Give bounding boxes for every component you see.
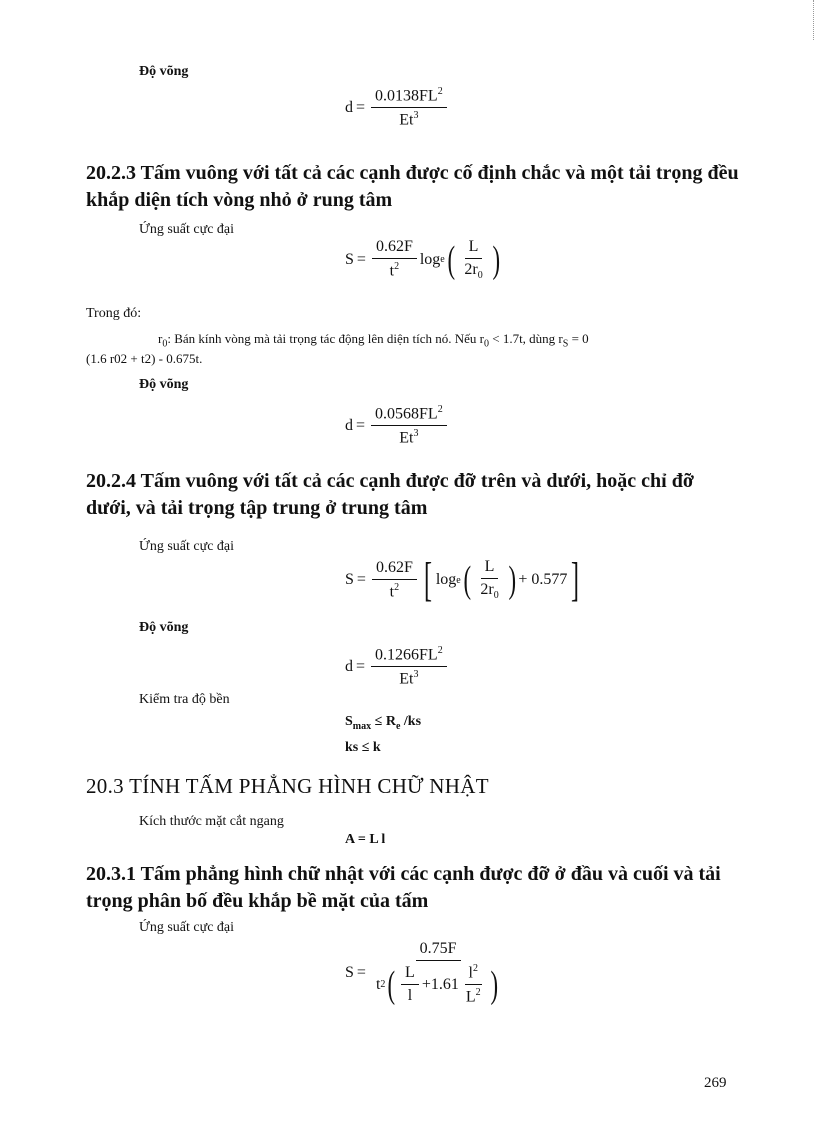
formula-area: A = L l bbox=[345, 832, 386, 847]
section-heading-20-2-3: 20.2.3 Tấm vuông với tất cả các cạnh được cố định chắc và một tải trọng đều khắp diện tích vòng nhỏ ở rung tâm bbox=[86, 162, 739, 211]
section-heading-20-2-4: 20.2.4 Tấm vuông với tất cả các cạnh được đỡ trên và dưới, hoặc chỉ đỡ dưới, và tải trọng tập trung ở trung tâm bbox=[86, 470, 694, 519]
label-max-stress-1: Ứng suất cực đại bbox=[139, 222, 235, 237]
section-heading-20-3: 20.3 TÍNH TẤM PHẲNG HÌNH CHỮ NHẬT bbox=[86, 774, 489, 798]
label-where: Trong đó: bbox=[86, 306, 142, 321]
formula-max-stress-3: S = 0.75F t 2 ( $\frac{L}{l}$ +1.61 $\frac{l^2}{L^2}$ ) bbox=[345, 940, 498, 1006]
edge-mark bbox=[812, 0, 814, 40]
label-cross-section: Kích thước mặt cắt ngang bbox=[139, 814, 284, 829]
section-heading-20-3-1: 20.3.1 Tấm phẳng hình chữ nhật với các cạnh được đỡ ở đầu và cuối và tải trọng phân bố đều khắp bề mặt của tấm bbox=[86, 863, 721, 912]
formula-strength-condition: $S_{max} \le R_e$ /ks bbox=[345, 714, 422, 732]
label-max-stress-3: Ứng suất cực đại bbox=[139, 920, 235, 935]
formula-deflection-1: d = $\frac{0.0138FL^2}{Et^3}$ bbox=[345, 86, 450, 130]
label-strength-check: Kiểm tra độ bền bbox=[139, 692, 230, 707]
label-deflection-2: Độ võng bbox=[139, 377, 189, 392]
label-deflection-1: Độ võng bbox=[139, 64, 189, 79]
formula-deflection-3: d = $\frac{0.1266FL^2}{Et^3}$ bbox=[345, 645, 450, 689]
note-formula-line: (1.6 r02 + t2) - 0.675t. bbox=[86, 351, 203, 366]
note-radius-line: $r_0$: Bán kính vòng mà tải trọng tác động lên diện tích nó. Nếu $r_0 < 1.7t$, dùng $r_S = 0$ bbox=[158, 331, 589, 350]
formula-max-stress-1: S = $\frac{0.62F}{t^2}$ log e ( $\frac{L}{2r_0}$ ) bbox=[345, 238, 500, 282]
label-deflection-3: Độ võng bbox=[139, 620, 189, 635]
formula-safety-factor: ks ≤ k bbox=[345, 740, 381, 755]
formula-deflection-2: d = $\frac{0.0568FL^2}{Et^3}$ bbox=[345, 404, 450, 448]
formula-max-stress-2: S = $\frac{0.62F}{t^2}$ [ log e ( $\frac{L}{2r_0}$ ) + 0.577 ] bbox=[345, 553, 580, 606]
label-max-stress-2: Ứng suất cực đại bbox=[139, 539, 235, 554]
page-number: 269 bbox=[704, 1075, 727, 1091]
